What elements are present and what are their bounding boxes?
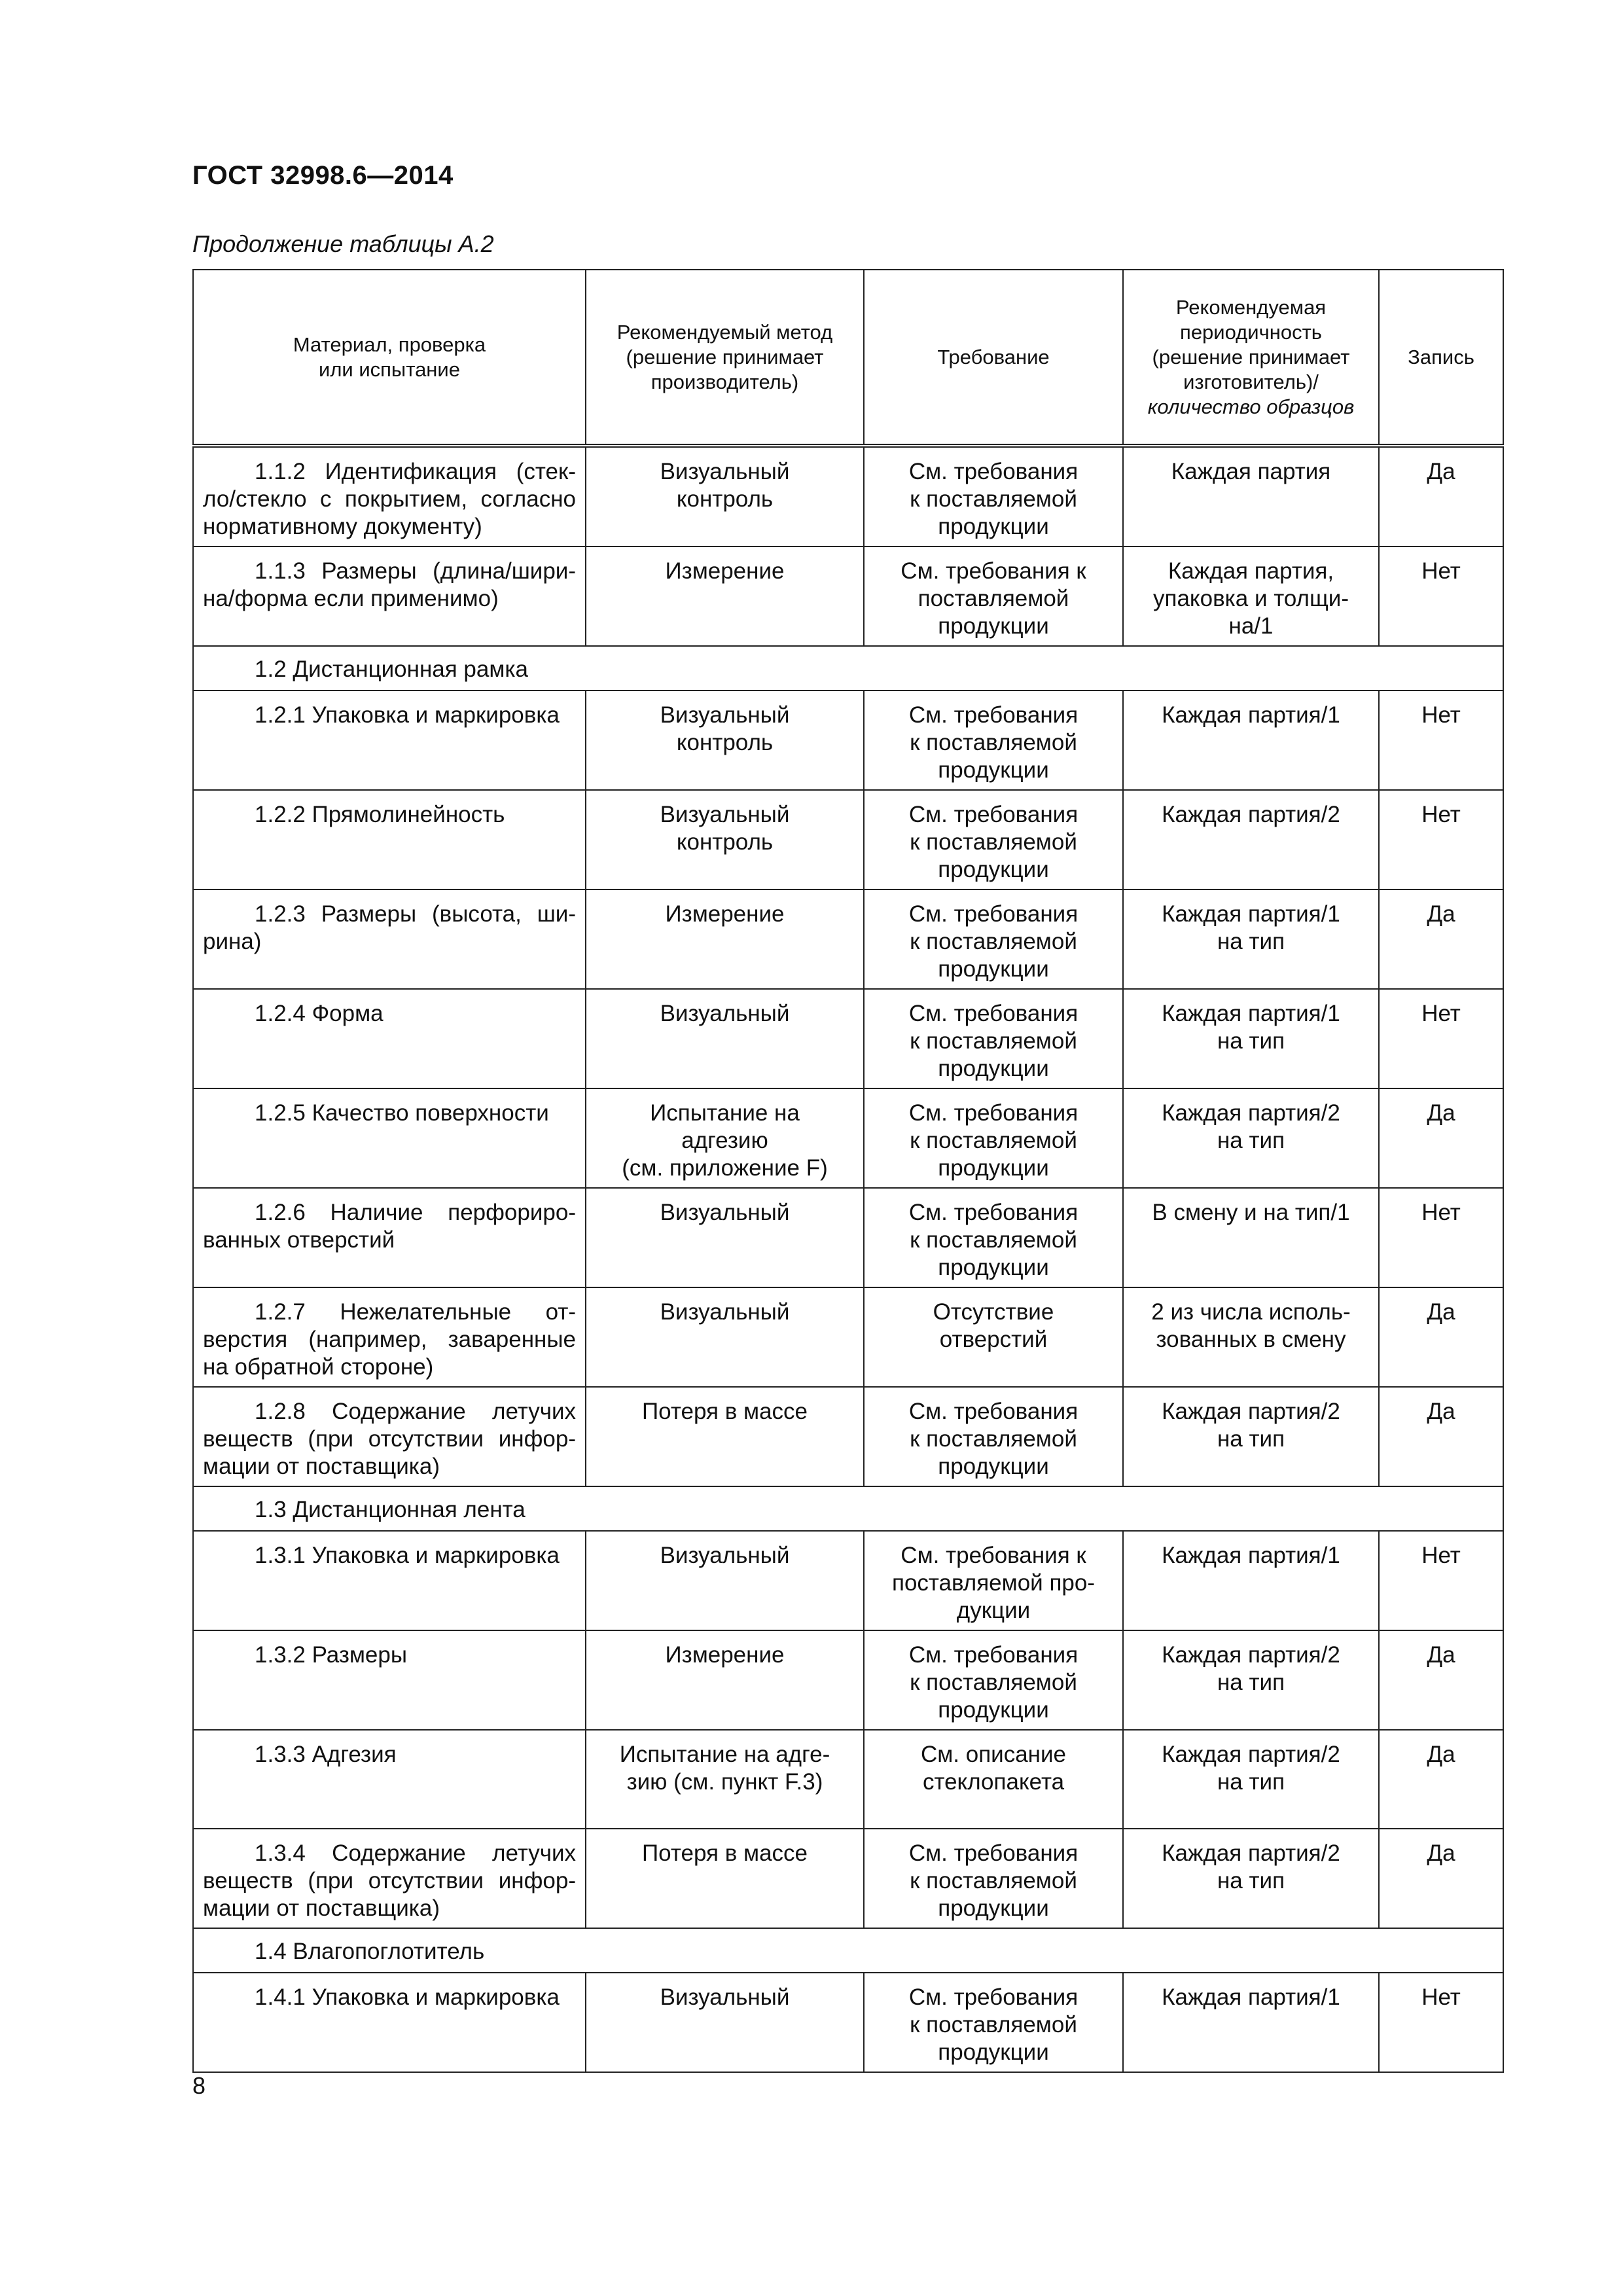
inspection-table	[192, 269, 1504, 2073]
section-title: 1.4 Влагопоглотитель	[193, 1928, 1503, 1973]
text-line: продукции	[938, 514, 1049, 539]
cell-material: 1.2.8 Содержание летучих веществ (при отсутствии инфор-мации от поставщика)	[193, 1387, 586, 1486]
text-line: на/1	[1228, 613, 1274, 639]
text-line: Материал, проверка	[293, 332, 486, 356]
cell-record: Да	[1379, 1387, 1503, 1486]
text-line: Отсутствие	[933, 1299, 1054, 1325]
cell-material: 1.1.2 Идентификация (стек-ло/стекло с покрытием, согласно нормативному документу)	[193, 446, 586, 547]
cell-periodicity	[1123, 989, 1379, 1088]
table-section-row	[193, 646, 1503, 691]
cell-record: Да	[1379, 1730, 1503, 1829]
table-row	[193, 1088, 1503, 1188]
text-line: к поставляемой	[910, 929, 1077, 954]
cell-requirement	[864, 547, 1123, 646]
cell-record: Да	[1379, 1829, 1503, 1928]
text-line: Каждая партия,	[1168, 558, 1334, 584]
cell-material: 1.4.1 Упаковка и маркировка	[193, 1973, 586, 2072]
cell-periodicity	[1123, 889, 1379, 989]
text-line: контроль	[676, 730, 774, 755]
text-line: Визуальный	[660, 1543, 790, 1568]
text-line: к поставляемой	[910, 1028, 1077, 1054]
text-line: продукции	[938, 1697, 1049, 1723]
text-line: на тип	[1217, 1426, 1285, 1452]
cell-method	[586, 790, 864, 889]
cell-material: 1.3.3 Адгезия	[193, 1730, 586, 1829]
text-line: поставляемой про-	[892, 1570, 1095, 1596]
text-line: Измерение	[665, 1642, 785, 1668]
text-line: продукции	[938, 613, 1049, 639]
text-line: на тип	[1217, 929, 1285, 954]
cell-periodicity	[1123, 1973, 1379, 2072]
text-line: на тип	[1217, 1670, 1285, 1695]
text-line: к поставляемой	[910, 829, 1077, 855]
cell-requirement	[864, 790, 1123, 889]
table-row	[193, 889, 1503, 989]
cell-requirement	[864, 1973, 1123, 2072]
text-line: См. требования	[908, 1984, 1079, 2010]
cell-material: 1.2.6 Наличие перфориро-ванных отверстий	[193, 1188, 586, 1287]
table-row	[193, 1287, 1503, 1387]
header-record	[1379, 270, 1503, 446]
section-title: 1.2 Дистанционная рамка	[193, 646, 1503, 691]
header-periodicity	[1123, 270, 1379, 446]
cell-periodicity	[1123, 1829, 1379, 1928]
cell-record: Нет	[1379, 1188, 1503, 1287]
text-line: Рекомендуемая	[1175, 295, 1327, 319]
cell-method	[586, 1973, 864, 2072]
text-line: изготовитель)/	[1183, 370, 1319, 393]
cell-requirement	[864, 1630, 1123, 1730]
table-row	[193, 547, 1503, 646]
cell-method	[586, 889, 864, 989]
text-line: Каждая партия/2	[1162, 802, 1340, 827]
cell-requirement	[864, 889, 1123, 989]
text-line: Каждая партия	[1171, 459, 1331, 484]
text-line: Визуальный	[660, 459, 790, 484]
text-line: См. требования	[908, 1399, 1079, 1424]
text-line: отверстий	[939, 1327, 1048, 1352]
text-line: периодичность	[1180, 320, 1322, 344]
cell-requirement	[864, 446, 1123, 547]
text-line: на тип	[1217, 1868, 1285, 1893]
table-row	[193, 1531, 1503, 1630]
text-line: к поставляемой	[910, 1128, 1077, 1153]
cell-periodicity	[1123, 1088, 1379, 1188]
cell-method	[586, 1630, 864, 1730]
text-line: продукции	[938, 757, 1049, 783]
text-line: контроль	[676, 486, 774, 512]
header-material	[193, 270, 586, 446]
cell-record: Нет	[1379, 547, 1503, 646]
cell-method	[586, 691, 864, 790]
text-line: упаковка и толщи-	[1153, 586, 1349, 611]
cell-record: Да	[1379, 1630, 1503, 1730]
header-requirement	[864, 270, 1123, 446]
text-line: Каждая партия/2	[1162, 1399, 1340, 1424]
cell-periodicity	[1123, 1387, 1379, 1486]
cell-periodicity	[1123, 1730, 1379, 1829]
cell-requirement	[864, 1387, 1123, 1486]
table-row	[193, 1630, 1503, 1730]
cell-periodicity	[1123, 547, 1379, 646]
table-row	[193, 446, 1503, 547]
cell-method	[586, 1287, 864, 1387]
text-line: продукции	[938, 956, 1049, 982]
text-line: См. требования	[908, 1840, 1079, 1866]
text-line: продукции	[938, 1454, 1049, 1479]
table-section-row	[193, 1928, 1503, 1973]
text-line: к поставляемой	[910, 1227, 1077, 1253]
text-line: к поставляемой	[910, 486, 1077, 512]
cell-periodicity	[1123, 1531, 1379, 1630]
cell-requirement	[864, 691, 1123, 790]
cell-record: Нет	[1379, 989, 1503, 1088]
text-line: к поставляемой	[910, 730, 1077, 755]
text-line: Потеря в массе	[641, 1840, 808, 1866]
cell-material: 1.3.1 Упаковка и маркировка	[193, 1531, 586, 1630]
text-line: Каждая партия/1	[1162, 702, 1340, 728]
cell-material: 1.3.2 Размеры	[193, 1630, 586, 1730]
text-line: См. требования	[908, 802, 1079, 827]
cell-record: Нет	[1379, 1531, 1503, 1630]
text-line: адгезию	[681, 1128, 768, 1153]
text-line: Каждая партия/1	[1162, 1543, 1340, 1568]
cell-method	[586, 1829, 864, 1928]
table-row	[193, 1829, 1503, 1928]
cell-periodicity	[1123, 1287, 1379, 1387]
table-continuation-caption: Продолжение таблицы А.2	[192, 230, 494, 257]
cell-requirement	[864, 1730, 1123, 1829]
text-line: продукции	[938, 857, 1049, 882]
text-line: производитель)	[651, 370, 799, 393]
page-number: 8	[192, 2072, 206, 2099]
text-line: Каждая партия/2	[1162, 1840, 1340, 1866]
cell-material: 1.2.2 Прямолинейность	[193, 790, 586, 889]
table-header-row	[193, 270, 1503, 446]
text-line: См. требования к	[901, 558, 1086, 584]
text-line: См. требования	[908, 1100, 1079, 1126]
cell-record: Нет	[1379, 1973, 1503, 2072]
text-line: Визуальный	[660, 1001, 790, 1026]
table-row	[193, 1973, 1503, 2072]
text-line: Требование	[937, 345, 1050, 368]
text-line: стеклопакета	[922, 1769, 1065, 1795]
cell-periodicity	[1123, 1188, 1379, 1287]
cell-periodicity	[1123, 1630, 1379, 1730]
section-title: 1.3 Дистанционная лента	[193, 1486, 1503, 1531]
text-line: Визуальный	[660, 702, 790, 728]
cell-record: Да	[1379, 446, 1503, 547]
cell-requirement	[864, 1829, 1123, 1928]
cell-record: Нет	[1379, 790, 1503, 889]
text-line: Каждая партия/1	[1162, 901, 1340, 927]
table-row	[193, 1730, 1503, 1829]
cell-material: 1.3.4 Содержание летучих веществ (при отсутствии инфор-мации от поставщика)	[193, 1829, 586, 1928]
table-body	[193, 446, 1503, 2072]
text-line: Каждая партия/1	[1162, 1984, 1340, 2010]
text-line: на тип	[1217, 1769, 1285, 1795]
table-row	[193, 790, 1503, 889]
cell-method	[586, 1730, 864, 1829]
text-line: См. требования	[908, 702, 1079, 728]
text-line: 2 из числа исполь-	[1151, 1299, 1351, 1325]
cell-requirement	[864, 989, 1123, 1088]
cell-record: Да	[1379, 889, 1503, 989]
text-line: См. требования	[908, 1642, 1079, 1668]
cell-periodicity	[1123, 790, 1379, 889]
cell-requirement	[864, 1531, 1123, 1630]
text-line: Рекомендуемый метод	[616, 320, 833, 344]
text-line: (решение принимает	[1152, 345, 1350, 368]
table-row	[193, 1188, 1503, 1287]
text-line: или испытание	[319, 357, 460, 381]
text-line: к поставляемой	[910, 1670, 1077, 1695]
table-row	[193, 989, 1503, 1088]
header-method	[586, 270, 864, 446]
text-line: См. требования	[908, 1001, 1079, 1026]
cell-material: 1.2.5 Качество поверхности	[193, 1088, 586, 1188]
text-line: Испытание на адге-	[619, 1742, 830, 1767]
text-line: См. требования	[908, 901, 1079, 927]
text-line: к поставляемой	[910, 1868, 1077, 1893]
header-periodicity-italic: количество образцов	[1147, 395, 1355, 418]
text-line: Измерение	[665, 558, 785, 584]
cell-record: Да	[1379, 1287, 1503, 1387]
cell-periodicity	[1123, 691, 1379, 790]
text-line: См. требования	[908, 459, 1079, 484]
cell-method	[586, 1188, 864, 1287]
text-line: Запись	[1408, 345, 1474, 368]
cell-method	[586, 1088, 864, 1188]
text-line: Испытание на	[650, 1100, 800, 1126]
cell-material: 1.2.3 Размеры (высота, ши-рина)	[193, 889, 586, 989]
cell-requirement	[864, 1287, 1123, 1387]
text-line: продукции	[938, 2039, 1049, 2065]
text-line: Каждая партия/2	[1162, 1100, 1340, 1126]
text-line: к поставляемой	[910, 2012, 1077, 2037]
text-line: Визуальный	[660, 1299, 790, 1325]
text-line: Визуальный	[660, 1200, 790, 1225]
text-line: поставляемой	[918, 586, 1069, 611]
text-line: зованных в смену	[1156, 1327, 1346, 1352]
text-line: Измерение	[665, 901, 785, 927]
cell-material: 1.1.3 Размеры (длина/шири-на/форма если применимо)	[193, 547, 586, 646]
cell-material: 1.2.7 Нежелательные от-верстия (например, заваренные на обратной стороне)	[193, 1287, 586, 1387]
text-line: контроль	[676, 829, 774, 855]
text-line: Визуальный	[660, 1984, 790, 2010]
text-line: (см. приложение F)	[622, 1155, 828, 1181]
text-line: продукции	[938, 1056, 1049, 1081]
table-section-row	[193, 1486, 1503, 1531]
cell-requirement	[864, 1088, 1123, 1188]
text-line: продукции	[938, 1895, 1049, 1921]
text-line: на тип	[1217, 1128, 1285, 1153]
cell-method	[586, 989, 864, 1088]
cell-material: 1.2.1 Упаковка и маркировка	[193, 691, 586, 790]
header-periodicity-text	[1133, 295, 1369, 395]
text-line: В смену и на тип/1	[1152, 1200, 1350, 1225]
text-line: См. требования к	[901, 1543, 1086, 1568]
text-line: Потеря в массе	[641, 1399, 808, 1424]
cell-requirement	[864, 1188, 1123, 1287]
text-line: Каждая партия/1	[1162, 1001, 1340, 1026]
cell-record: Да	[1379, 1088, 1503, 1188]
text-line: Каждая партия/2	[1162, 1742, 1340, 1767]
text-line: См. требования	[908, 1200, 1079, 1225]
text-line: к поставляемой	[910, 1426, 1077, 1452]
text-line: продукции	[938, 1255, 1049, 1280]
text-line: (решение принимает	[626, 345, 824, 368]
cell-record: Нет	[1379, 691, 1503, 790]
text-line: Каждая партия/2	[1162, 1642, 1340, 1668]
text-line: См. описание	[920, 1742, 1067, 1767]
text-line: дукции	[956, 1598, 1031, 1623]
cell-method	[586, 1531, 864, 1630]
table-row	[193, 691, 1503, 790]
text-line: Визуальный	[660, 802, 790, 827]
cell-method	[586, 1387, 864, 1486]
text-line: продукции	[938, 1155, 1049, 1181]
table-row	[193, 1387, 1503, 1486]
cell-material: 1.2.4 Форма	[193, 989, 586, 1088]
document-code: ГОСТ 32998.6—2014	[192, 161, 454, 190]
cell-method	[586, 446, 864, 547]
cell-periodicity	[1123, 446, 1379, 547]
text-line: на тип	[1217, 1028, 1285, 1054]
cell-method	[586, 547, 864, 646]
text-line: зию (см. пункт F.3)	[626, 1769, 823, 1795]
